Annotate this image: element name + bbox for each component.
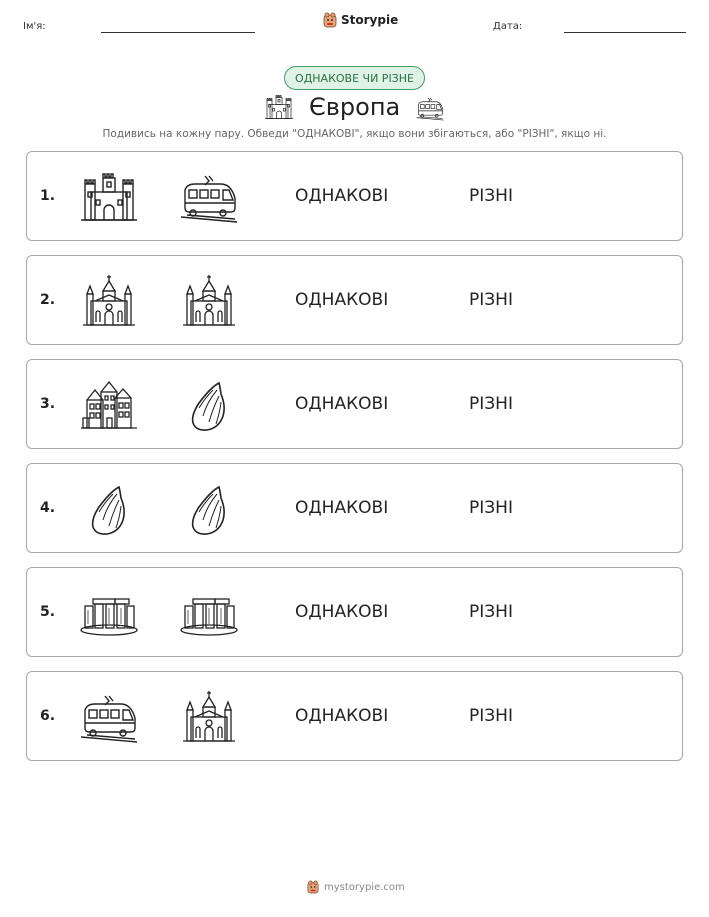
name-label: Ім'я: xyxy=(23,21,46,32)
same-option[interactable]: ОДНАКОВІ xyxy=(295,706,389,726)
tram-icon xyxy=(79,690,139,744)
almond-icon xyxy=(179,482,239,536)
same-option[interactable]: ОДНАКОВІ xyxy=(295,290,389,310)
different-option[interactable]: РІЗНІ xyxy=(469,394,513,414)
same-option[interactable]: ОДНАКОВІ xyxy=(295,498,389,518)
different-option[interactable]: РІЗНІ xyxy=(469,706,513,726)
footer-url[interactable]: mystorypie.com xyxy=(324,881,405,893)
different-option[interactable]: РІЗНІ xyxy=(469,290,513,310)
worksheet-type-badge: ОДНАКОВЕ ЧИ РІЗНЕ xyxy=(284,66,425,90)
name-line[interactable] xyxy=(101,32,255,33)
same-option[interactable]: ОДНАКОВІ xyxy=(295,186,389,206)
almond-icon xyxy=(79,482,139,536)
brand-name: Storypie xyxy=(341,13,399,27)
cathedral-icon xyxy=(79,274,139,328)
question-row xyxy=(26,463,683,553)
same-option[interactable]: ОДНАКОВІ xyxy=(295,394,389,414)
date-line[interactable] xyxy=(564,32,686,33)
stonehenge-icon xyxy=(79,586,139,640)
date-label: Дата: xyxy=(493,21,523,32)
tram-icon xyxy=(414,95,446,121)
brand-logo xyxy=(323,12,398,28)
different-option[interactable]: РІЗНІ xyxy=(469,602,513,622)
tram-icon xyxy=(179,170,239,224)
question-row xyxy=(26,151,683,241)
storypie-mascot-icon xyxy=(323,12,337,28)
stonehenge-icon xyxy=(179,586,239,640)
different-option[interactable]: РІЗНІ xyxy=(469,498,513,518)
different-option[interactable]: РІЗНІ xyxy=(469,186,513,206)
question-number: 1. xyxy=(40,188,56,204)
same-option[interactable]: ОДНАКОВІ xyxy=(295,602,389,622)
question-row xyxy=(26,255,683,345)
question-number: 3. xyxy=(40,396,56,412)
question-row xyxy=(26,671,683,761)
page-title: Європа xyxy=(309,93,401,121)
instructions: Подивись на кожну пару. Обведи "ОДНАКОВІ", якщо вони збігаються, або "РІЗНІ", якщо ні. xyxy=(102,128,607,140)
castle-icon xyxy=(264,93,294,121)
question-number: 5. xyxy=(40,604,56,620)
question-row xyxy=(26,567,683,657)
storypie-mascot-icon xyxy=(307,880,319,894)
town-houses-icon xyxy=(79,378,139,432)
question-number: 4. xyxy=(40,500,56,516)
question-row xyxy=(26,359,683,449)
question-number: 6. xyxy=(40,708,56,724)
question-number: 2. xyxy=(40,292,56,308)
cathedral-icon xyxy=(179,274,239,328)
almond-icon xyxy=(179,378,239,432)
cathedral-icon xyxy=(179,690,239,744)
footer xyxy=(307,880,405,894)
castle-icon xyxy=(79,170,139,224)
